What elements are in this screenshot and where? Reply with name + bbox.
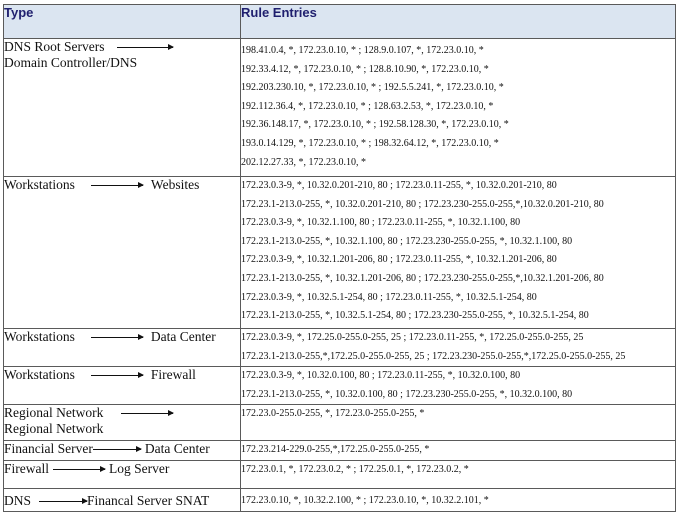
rule-entry: 172.23.0.10, *, 10.32.2.100, * ; 172.23.0.10, *, 10.32.2.101, * [241, 495, 489, 507]
rule-entry: 172.23.1-213.0-255,*,172.25.0-255.0-255, 25 ; 172.23.230-255.0-255,*,172.25.0-255.0-255, 25 [241, 350, 626, 362]
rule-entry: 192.112.36.4, *, 172.23.0.10, * ; 128.63.2.53, *, 172.23.0.10, * [241, 100, 494, 112]
rule-entries-cell [241, 177, 676, 329]
table-row [4, 461, 676, 489]
rule-entry: 172.23.1-213.0-255, *, 10.32.1.100, 80 ; 172.23.230-255.0-255, *, 10.32.1.100, 80 [241, 235, 573, 247]
type-column-header: Type [4, 5, 241, 39]
rule-entries-cell [241, 489, 676, 512]
rule-entry: 172.23.1-213.0-255, *, 10.32.5.1-254, 80 ; 172.23.230-255.0-255, *, 10.32.5.1-254, 80 [241, 310, 589, 322]
rule-entries-cell [241, 367, 676, 405]
type-source: DNS [4, 493, 32, 509]
rule-entry: 172.23.0.3-9, *, 10.32.0.100, 80 ; 172.23.0.11-255, *, 10.32.0.100, 80 [241, 370, 521, 382]
type-cell [4, 367, 241, 405]
rule-entry: 172.23.1-213.0-255, *, 10.32.0.100, 80 ; 172.23.230-255.0-255, *, 10.32.0.100, 80 [241, 388, 573, 400]
rule-entry: 172.23.0.3-9, *, 10.32.5.1-254, 80 ; 172.23.0.11-255, *, 10.32.5.1-254, 80 [241, 291, 537, 303]
type-destination: Domain Controller/DNS [4, 55, 138, 70]
arrow-right-icon [91, 185, 143, 186]
type-cell [4, 441, 241, 461]
rule-entry: 172.23.1-213.0-255, *, 10.32.0.201-210, 80 ; 172.23.230-255.0-255,*,10.32.0.201-210, 80 [241, 198, 604, 210]
type-source: DNS Root Servers [4, 39, 105, 54]
type-cell [4, 329, 241, 367]
arrow-right-icon [121, 413, 173, 414]
type-destination: Firewall [150, 367, 196, 383]
rules-table-container [3, 4, 675, 512]
rule-entry: 172.23.214-229.0-255,*,172.25.0-255.0-255, * [241, 444, 430, 456]
type-destination: Log Server [109, 461, 170, 477]
rule-entries-cell [241, 39, 676, 177]
type-cell [4, 39, 241, 177]
rule-entry: 172.23.0-255.0-255, *, 172.23.0-255.0-255, * [241, 408, 425, 420]
rules-table [3, 4, 676, 512]
rule-entry: 172.23.0.3-9, *, 10.32.1.201-206, 80 ; 172.23.0.11-255, *, 10.32.1.201-206, 80 [241, 254, 557, 266]
rule-entry: 192.33.4.12, *, 172.23.0.10, * ; 128.8.10.90, *, 172.23.0.10, * [241, 63, 489, 75]
rule-entry: 172.23.0.1, *, 172.23.0.2, * ; 172.25.0.1, *, 172.23.0.2, * [241, 464, 469, 476]
type-source: Workstations [4, 329, 75, 344]
rule-entries-cell [241, 461, 676, 489]
type-cell [4, 489, 241, 512]
rule-entry: 172.23.0.3-9, *, 10.32.1.100, 80 ; 172.23.0.11-255, *, 10.32.1.100, 80 [241, 217, 521, 229]
arrow-right-icon [91, 337, 143, 338]
rule-entry: 202.12.27.33, *, 172.23.0.10, * [241, 156, 366, 168]
rule-entry: 198.41.0.4, *, 172.23.0.10, * ; 128.9.0.107, *, 172.23.0.10, * [241, 45, 484, 56]
table-row [4, 177, 676, 329]
arrow-right-icon [91, 375, 143, 376]
rule-entry: 172.23.0.3-9, *, 172.25.0-255.0-255, 25 ; 172.23.0.11-255, *, 172.25.0-255.0-255, 25 [241, 332, 584, 343]
arrow-right-icon [117, 47, 173, 48]
type-destination: Regional Network [4, 421, 104, 437]
rule-entry: 192.36.148.17, *, 172.23.0.10, * ; 192.58.128.30, *, 172.23.0.10, * [241, 119, 509, 131]
rule-entry: 193.0.14.129, *, 172.23.0.10, * ; 198.32.64.12, *, 172.23.0.10, * [241, 137, 499, 149]
type-source: Workstations [4, 367, 75, 383]
arrow-right-icon [53, 469, 105, 470]
type-destination: Data Center [150, 329, 216, 344]
type-source: Firewall [4, 461, 49, 477]
type-destination: Websites [150, 177, 200, 192]
type-source: Financial Server [4, 441, 93, 457]
table-row [4, 39, 676, 177]
table-row [4, 441, 676, 461]
rule-entries-cell [241, 329, 676, 367]
type-cell [4, 405, 241, 441]
type-source: Workstations [4, 177, 75, 192]
arrow-right-icon [39, 501, 87, 502]
rule-entries-cell [241, 405, 676, 441]
header-row [4, 5, 676, 39]
rule-entry: 192.203.230.10, *, 172.23.0.10, * ; 192.5.5.241, *, 172.23.0.10, * [241, 82, 504, 94]
table-row [4, 489, 676, 512]
rule-entry: 172.23.0.3-9, *, 10.32.0.201-210, 80 ; 172.23.0.11-255, *, 10.32.0.201-210, 80 [241, 180, 557, 191]
rule-entry: 172.23.1-213.0-255, *, 10.32.1.201-206, 80 ; 172.23.230-255.0-255,*,10.32.1.201-206, 80 [241, 272, 604, 284]
type-cell [4, 177, 241, 329]
type-cell [4, 461, 241, 489]
type-destination: Data Center [144, 441, 210, 457]
table-row [4, 329, 676, 367]
rule-entries-cell [241, 441, 676, 461]
rule-entries-column-header: Rule Entries [241, 5, 676, 39]
table-row [4, 367, 676, 405]
type-source: Regional Network [4, 405, 104, 421]
type-destination: Financal Server SNAT [87, 493, 210, 509]
arrow-right-icon [93, 449, 141, 450]
table-row [4, 405, 676, 441]
